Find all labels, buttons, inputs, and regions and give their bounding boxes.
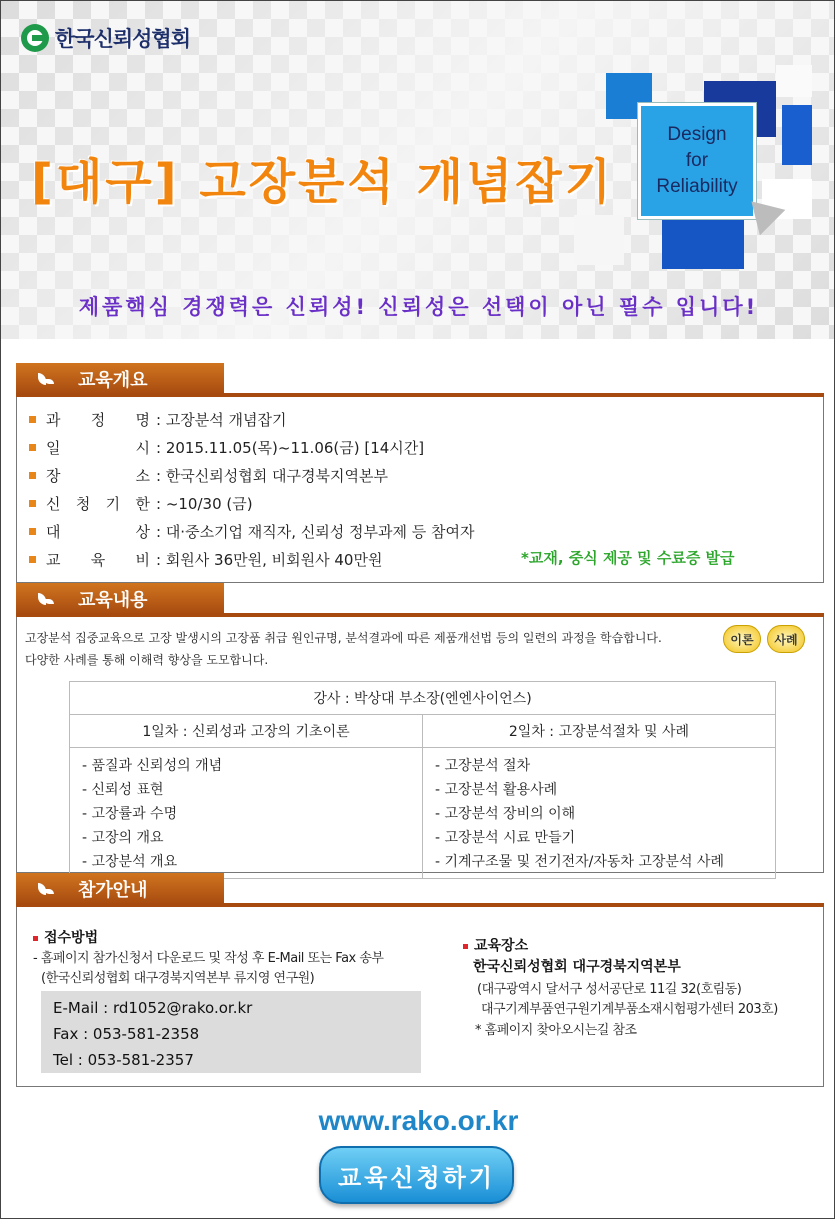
- badge-line: Reliability: [656, 176, 738, 197]
- overview-label: 장 소: [46, 467, 150, 485]
- leaf-icon: [38, 593, 54, 605]
- section-header-participation: [16, 873, 224, 905]
- deco-square: [776, 65, 812, 97]
- section-header-overview: [16, 363, 224, 395]
- list-item: - 신뢰성 표현: [82, 782, 164, 798]
- intro-text-2: 다양한 사례를 통해 이해력 향상을 도모합니다.: [25, 653, 269, 667]
- list-item: - 고장분석 절차: [435, 758, 531, 774]
- benefit-note: *교재, 중식 제공 및 수료증 발급: [521, 549, 735, 567]
- list-item: - 기계구조물 및 전기전자/자동차 고장분석 사례: [435, 854, 724, 870]
- method-line-1: - 홈페이지 참가신청서 다운로드 및 작성 후 E-Mail 또는 Fax 송부: [33, 951, 384, 966]
- overview-value: : 한국신뢰성협회 대구경북지역본부: [156, 467, 388, 485]
- slogan: 제품핵심 경쟁력은 신뢰성! 신뢰성은 선택이 아닌 필수 입니다!: [78, 295, 759, 319]
- section-title: 교육내용: [78, 590, 148, 611]
- logo[interactable]: [21, 23, 190, 53]
- overview-item-deadline: [29, 493, 253, 514]
- bullet-icon: [29, 556, 36, 563]
- venue-name: 한국신뢰성협회 대구경북지역본부: [473, 959, 681, 975]
- overview-label: 과 정 명: [46, 411, 150, 429]
- overview-value: : 고장분석 개념잡기: [156, 411, 287, 429]
- method-title: 접수방법: [33, 927, 98, 947]
- bullet-icon: [29, 528, 36, 535]
- bullet-icon: [29, 472, 36, 479]
- day1-list: [70, 748, 422, 878]
- email-text[interactable]: E-Mail : rd1052@rako.or.kr: [53, 999, 253, 1017]
- intro-text-1: 고장분석 집중교육으로 고장 발생시의 고장품 취급 원인규명, 분석결과에 따른 제품개선법 등의 일련의 과정을 학습합니다.: [25, 631, 662, 645]
- fax-text: Fax : 053-581-2358: [53, 1025, 200, 1043]
- deco-square: [574, 215, 624, 265]
- venue-address-1: (대구광역시 달서구 성서공단로 11길 32(호림동): [477, 982, 742, 997]
- bullet-icon: [33, 936, 38, 941]
- overview-label: 일 시: [46, 439, 150, 457]
- overview-label: 신 청 기 한: [46, 495, 150, 513]
- list-item: - 고장률과 수명: [82, 806, 178, 822]
- curriculum-lists: [70, 748, 775, 878]
- overview-item-fee: [29, 549, 382, 570]
- section-title: 참가안내: [78, 880, 148, 901]
- bullet-icon: [463, 944, 468, 949]
- deco-square: [662, 211, 744, 269]
- tag-theory: 이론: [723, 625, 761, 653]
- badge-line: Design: [667, 124, 727, 145]
- apply-button[interactable]: 교육신청하기: [319, 1146, 514, 1204]
- bullet-icon: [29, 444, 36, 451]
- section-title: 교육개요: [78, 370, 148, 391]
- overview-value: : ~10/30 (금): [156, 495, 253, 513]
- website-link[interactable]: www.rako.or.kr: [318, 1105, 519, 1136]
- overview-item-target: [29, 521, 475, 542]
- logo-icon: [21, 24, 49, 52]
- overview-label: 교 육 비: [46, 551, 150, 569]
- design-for-reliability-badge: [638, 103, 756, 219]
- list-item: - 고장분석 활용사례: [435, 782, 558, 798]
- tel-text: Tel : 053-581-2357: [53, 1051, 194, 1069]
- overview-item-course: [29, 409, 287, 430]
- venue-note: * 홈페이지 찾아오시는길 참조: [475, 1023, 637, 1038]
- curriculum-table: [69, 681, 776, 879]
- bullet-icon: [29, 500, 36, 507]
- venue-address-2: 대구기계부품연구원기계부품소재시험평가센터 203호): [481, 1002, 778, 1017]
- overview-label: 대 상: [46, 523, 150, 541]
- overview-item-place: [29, 465, 388, 486]
- badge-line: for: [685, 150, 709, 171]
- overview-value: : 회원사 36만원, 비회원사 40만원: [156, 551, 383, 569]
- deco-square: [782, 105, 812, 165]
- list-item: - 품질과 신뢰성의 개념: [82, 758, 223, 774]
- tag-case: 사례: [767, 625, 805, 653]
- day1-header: 1일차 : 신뢰성과 고장의 기초이론: [142, 724, 350, 740]
- overview-item-date: [29, 437, 424, 458]
- hero-banner: [1, 1, 835, 339]
- section-header-content: [16, 583, 224, 615]
- day2-list: [422, 748, 775, 878]
- list-item: - 고장분석 장비의 이해: [435, 806, 576, 822]
- overview-value: : 2015.11.05(목)~11.06(금) [14시간]: [156, 439, 425, 457]
- list-item: - 고장분석 시료 만들기: [435, 830, 576, 846]
- day-header-row: [70, 715, 775, 748]
- overview-value: : 대·중소기업 재직자, 신뢰성 정부과제 등 참여자: [156, 523, 475, 541]
- leaf-icon: [38, 883, 54, 895]
- dfr-graphic: [566, 61, 816, 281]
- list-item: - 고장의 개요: [82, 830, 164, 846]
- day2-header: 2일차 : 고장분석절차 및 사례: [422, 715, 775, 747]
- bullet-icon: [29, 416, 36, 423]
- method-line-2: (한국신뢰성협회 대구경북지역본부 류지영 연구원): [41, 971, 315, 986]
- instructor-cell: 강사 : 박상대 부소장(엔엔사이언스): [313, 691, 532, 707]
- instructor-row: [70, 682, 775, 715]
- leaf-icon: [38, 373, 54, 385]
- contact-box: [41, 991, 421, 1073]
- logo-text: 한국신뢰성협회: [55, 27, 191, 51]
- venue-title: 교육장소: [463, 935, 528, 955]
- page-title: [대구] 고장분석 개념잡기: [31, 154, 614, 210]
- list-item: - 고장분석 개요: [82, 854, 178, 870]
